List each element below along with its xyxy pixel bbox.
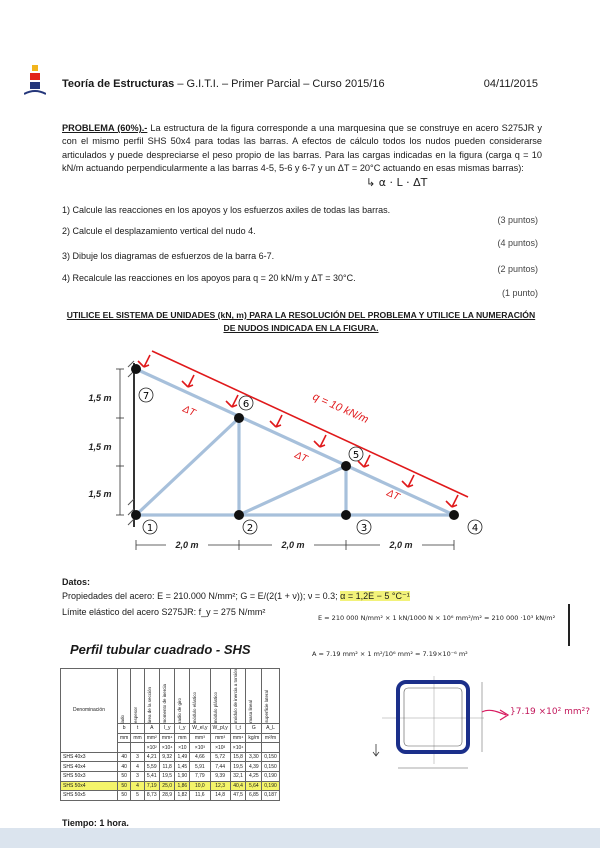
unit-cell: mm [175, 733, 190, 743]
course-info: – G.I.T.I. – Primer Parcial – Curso 2015/16 [174, 78, 385, 90]
profile-name: SHS 50x4 [61, 781, 118, 791]
symbol-cell: b [118, 724, 131, 734]
unit-cell: mm³ [190, 733, 210, 743]
footer-strip [0, 828, 600, 848]
university-logo [24, 64, 46, 100]
steel-properties-text: Propiedades del acero: E = 210.000 N/mm²; G = E/(2(1 + ν)); ν = 0.3; [62, 591, 341, 601]
unit-cell: m²/m [262, 733, 280, 743]
profile-name: SHS 40x3 [61, 752, 118, 762]
yield-strength: Límite elástico del acero S275JR: f_y = 275 N/mm² [62, 607, 266, 617]
node-2-label: 2 [246, 523, 254, 534]
col-header: módulo elástico [192, 691, 198, 724]
node-4-label: 4 [471, 523, 479, 534]
span-label-1: 2,0 m [175, 540, 199, 550]
node-7-label: 7 [142, 391, 150, 402]
handwritten-area-conversion: A = 7.19 mm² × 1 m²/10⁶ mm² = 7.19×10⁻⁶ m² [312, 650, 468, 658]
distributed-load [138, 351, 468, 507]
table-row: SHS 40x3 40 3 4,21 9,32 1,49 4,66 5,72 15,8 3,30 0,150 [61, 752, 280, 762]
symbol-cell: A_L [262, 724, 280, 734]
unit-cell: mm⁴ [159, 733, 175, 743]
span-label-2: 2,0 m [281, 540, 305, 550]
node-3-label: 3 [360, 523, 368, 534]
symbol-cell: I_y [159, 724, 175, 734]
subject-name: Teoría de Estructuras [62, 78, 175, 90]
unit-cell: mm [131, 733, 144, 743]
symbol-cell: i_y [175, 724, 190, 734]
unit-cell: mm [118, 733, 131, 743]
shs-profile-table [60, 668, 280, 801]
unit-cell: mm⁴ [230, 733, 246, 743]
profile-name: SHS 40x4 [61, 762, 118, 772]
profile-name: SHS 50x5 [61, 791, 118, 801]
shs-table-title: Perfil tubular cuadrado - SHS [70, 642, 251, 657]
truss-bars [136, 369, 454, 515]
unit-cell: kg/m [246, 733, 262, 743]
node-6-label: 6 [242, 399, 250, 410]
delta-t-label-3: ΔT [384, 487, 401, 503]
unit-cell: mm² [144, 733, 159, 743]
table-row: SHS 50x3 50 3 5,41 19,5 1,90 7,79 9,39 32,1 4,25 0,190 [61, 772, 280, 782]
col-header: espesor [133, 707, 139, 724]
margin-mark [568, 604, 570, 646]
scale-cell [131, 743, 144, 753]
col-header: radio de giro [177, 698, 183, 724]
scale-cell: ×10 [175, 743, 190, 753]
table-row: SHS 50x5 50 5 8,73 28,9 1,82 11,6 14,8 47,5 6,85 0,187 [61, 791, 280, 801]
problem-statement [62, 122, 542, 176]
table-row-highlighted: SHS 50x4 50 4 7,19 25,0 1,86 10,0 12,3 40,4 5,64 0,190 [61, 781, 280, 791]
col-header: momento de inercia [161, 683, 167, 724]
height-label-1: 1,5 m [88, 393, 112, 403]
handwritten-e-conversion: E = 210 000 N/mm² × 1 kN/1000 N × 10⁶ mm²/m² = 210 000 ·10³ kN/m² [318, 614, 556, 622]
node-5-label: 5 [352, 450, 360, 461]
unit-cell: mm³ [210, 733, 230, 743]
symbol-cell: W_pl,y [210, 724, 230, 734]
thermal-coefficient: α = 1,2E − 5 °C⁻¹ [340, 591, 410, 601]
support-wall [128, 361, 134, 527]
scale-cell: ×10⁴ [159, 743, 175, 753]
node-1-label: 1 [146, 523, 154, 534]
scale-cell [262, 743, 280, 753]
load-label: q = 10 kN/m [310, 390, 371, 426]
col-header: lado [120, 714, 125, 724]
symbol-cell: G [246, 724, 262, 734]
col-denominacion: Denominación [61, 669, 118, 753]
col-header: área de la sección [146, 686, 152, 724]
question-3: 3) Dibuje los diagramas de esfuerzos de la barra 6-7. [62, 251, 275, 261]
col-header: superficie lateral [264, 690, 270, 724]
units-instruction: UTILICE EL SISTEMA DE UNIDADES (kN, m) PARA LA RESOLUCIÓN DEL PROBLEMA Y UTILICE LA NUMERACIÓN DE NUDOS INDICADA EN LA FIGURA. [66, 310, 536, 333]
symbol-cell: W_el,y [190, 724, 210, 734]
question-1: 1) Calcule las reacciones en los apoyos y los esfuerzos axiles de todas las barras. [62, 205, 391, 215]
question-4: 4) Recalcule las reacciones en los apoyos para q = 20 kN/m y ΔT = 30°C. [62, 273, 356, 283]
symbol-cell: I_t [230, 724, 246, 734]
span-label-3: 2,0 m [389, 540, 413, 550]
profile-name: SHS 50x3 [61, 772, 118, 782]
height-label-3: 1,5 m [88, 489, 112, 499]
truss-figure [80, 345, 500, 560]
height-label-2: 1,5 m [88, 442, 112, 452]
steel-properties [62, 591, 410, 602]
scale-cell: ×10² [144, 743, 159, 753]
exam-header-title [62, 78, 385, 90]
problem-label: PROBLEMA (60%).- [62, 123, 148, 133]
delta-t-label-1: ΔT [180, 403, 197, 419]
col-header: masa lineal [248, 700, 254, 724]
col-header: módulo de inercia a torsión [232, 669, 238, 724]
table-row: SHS 40x4 40 4 5,59 11,8 1,45 5,91 7,44 19,5 4,39 0,150 [61, 762, 280, 772]
scale-cell: ×10⁴ [230, 743, 246, 753]
exam-date: 04/11/2015 [483, 78, 538, 90]
question-4-points: (1 punto) [501, 288, 538, 298]
symbol-cell: A [144, 724, 159, 734]
problem-text: La estructura de la figura corresponde a una marquesina que se construye en acero S275JR y con el mismo perfil SHS 50x4 para todas las barras. A efectos de cálculo todos los nudos pueden considerarse articulados y puede despreciarse el peso propio de las barras. Para las cargas indicadas en la figura (carga q = 10 kN/m actuando perpendicularmente a las barras 4-5, 5-6 y 6-7 y un ΔT = 20°C actuando en esas mismas barras): [62, 123, 542, 174]
shs-header-row [61, 669, 280, 724]
col-header: módulo plástico [212, 691, 218, 724]
question-2-points: (4 puntos) [497, 238, 538, 248]
question-2: 2) Calcule el desplazamiento vertical del nudo 4. [62, 226, 256, 236]
handwritten-thermal-note: ↳ α · L · ΔT [366, 176, 428, 189]
question-3-points: (2 puntos) [497, 264, 538, 274]
scale-cell: ×10³ [210, 743, 230, 753]
delta-t-label-2: ΔT [292, 449, 309, 465]
scale-cell [246, 743, 262, 753]
scale-cell: ×10³ [190, 743, 210, 753]
handwritten-area-note: }7.19 ×10² mm²? [510, 707, 591, 717]
symbol-cell: t [131, 724, 144, 734]
scale-cell [118, 743, 131, 753]
exam-duration: Tiempo: 1 hora. [62, 818, 129, 828]
shs-section-sketch [372, 672, 492, 778]
question-1-points: (3 puntos) [497, 215, 538, 225]
data-heading: Datos: [62, 577, 91, 587]
